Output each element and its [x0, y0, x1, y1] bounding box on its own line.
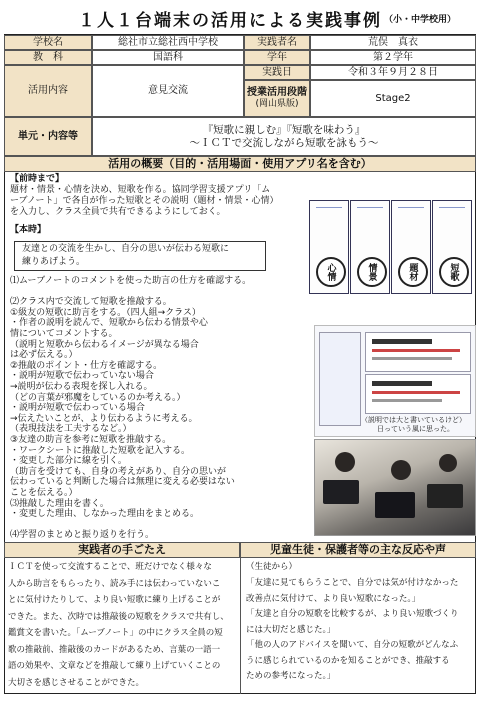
tanka-card-1: [309, 200, 349, 294]
step-line-13: ・説明が短歌で伝わっている場合: [10, 403, 145, 414]
page-header: [0, 6, 480, 32]
step-line-19: （助言を受けても、自身の考えがあり、自分の思いが: [10, 466, 227, 477]
stage-label: 授業活用段階: [247, 87, 307, 99]
step-line-12: （どの言葉が邪魔をしているのか考える。）: [10, 392, 186, 403]
board-caption-line-2: 日っていう風に思った。: [377, 425, 454, 433]
board-note-2: [365, 374, 471, 414]
step-line-8: は必ず伝える。）: [10, 350, 78, 361]
student-voice-line-3: 「友達と自分の短歌を比較するが、より良い短歌づくり: [246, 609, 459, 619]
activity-label: 活用内容: [4, 65, 92, 117]
step-line-5: ・作者の説明を読んで、短歌から伝わる情景や心: [10, 318, 208, 329]
date-value: 令和３年９月２８日: [310, 65, 476, 80]
board-card-left: [319, 332, 361, 426]
overview-heading: 活用の概要（目的・活用場面・使用アプリ名を含む）: [4, 156, 476, 172]
stage-label-cell: [244, 80, 310, 117]
reflection-line-4: できた。また、次時では推敲後の短歌をクラスで共有し、: [8, 611, 229, 622]
reflection-line-6: 歌の推敲前、推敲後のカードがあるため、言葉の一語一: [8, 644, 221, 655]
page-title: １人１台端末の活用による実践事例: [78, 11, 382, 31]
step-line-16: ③友達の助言を参考に短歌を推敲する。: [10, 435, 172, 445]
student-voice-line-4: には大切だと感じた。」: [246, 624, 336, 635]
step-line-20: 伝わっていると判断した場合は無理に変える必要はない: [10, 477, 235, 488]
before-line-3: を入力し、クラス全員で共有できるようにしておく。: [10, 207, 226, 217]
stage-sub-label: (岡山県版): [255, 99, 299, 110]
step-line-18: ・変更した部分に線を引く。: [10, 456, 127, 467]
goal-line-2: 練りあげよう。: [22, 257, 86, 267]
this-lesson-heading: 【本時】: [10, 225, 47, 235]
classroom-photo: [314, 439, 476, 536]
card-label-1: 心情: [316, 257, 346, 287]
step-line-11: →説明が伝わる表現を探し入れる。: [10, 382, 153, 392]
board-caption: [361, 416, 466, 434]
step-line-6: 情についてコメントする。: [10, 329, 118, 339]
step-line-10: ・説明が短歌で伝わっていない場合: [10, 371, 154, 382]
school-label: 学校名: [4, 35, 92, 50]
board-caption-line-1: （説明では大と書いているけど）: [361, 416, 466, 424]
date-label: 実践日: [244, 65, 310, 80]
step-line-23: ・変更した理由、しなかった理由をまとめる。: [10, 509, 200, 520]
activity-value: 意見交流: [92, 65, 244, 117]
reflection-line-7: 語の効果や、文章などを推敲して練り上げていくことの: [8, 661, 221, 671]
tanka-card-2: [350, 200, 390, 294]
step-line-14: →伝えたいことが、より伝わるように考える。: [10, 413, 198, 424]
tanka-card-3: [391, 200, 431, 294]
teacher-label: 実践者名: [244, 35, 310, 50]
unit-label: 単元・内容等: [4, 117, 92, 156]
board-note-1: [365, 332, 471, 372]
grade-value: 第２学年: [310, 50, 476, 65]
unit-line-2: ～ＩＣＴで交流しながら短歌を詠もう～: [189, 136, 379, 149]
unit-line-1: 『短歌に親しむ』『短歌を味わう』: [202, 123, 366, 136]
card-label-3: 題材: [398, 257, 428, 287]
reflection-line-2: 人から助言をもらったり、読み手には伝わっていないこ: [8, 578, 221, 589]
step-line-7: （説明と短歌から伝わるイメージが異なる場合: [10, 339, 199, 350]
step-line-17: ・ワークシートに推敲した短歌を記入する。: [10, 445, 191, 456]
step-line-15: （表現技法を工夫するなど。）: [10, 424, 132, 435]
step-line-9: ②推敲のポイント・仕方を確認する。: [10, 360, 163, 371]
step-line-4: ①級友の短歌に助言をする。（四人組→クラス）: [10, 307, 201, 318]
subject-value: 国語科: [92, 50, 244, 65]
school-value: 総社市立総社西中学校: [92, 35, 244, 50]
goal-line-1: 友達との交流を生かし、自分の思いが伝わる短歌に: [22, 244, 230, 254]
card-label-2: 情景: [357, 257, 387, 287]
unit-value-cell: [92, 117, 476, 156]
reflection-line-5: 鑑賞文を書いた。「ムーブノート」の中にクラス全員の短: [8, 628, 223, 638]
reflection-heading: 実践者の手ごたえ: [4, 542, 240, 558]
before-line-2: ーブノート」で各自が作った短歌とその説明（題材・情景・心情）: [10, 196, 279, 206]
student-voice-line-6: うに感じられているのかを知ることができ、推敲する: [246, 655, 450, 666]
page-subtitle: （小・中学校用）: [384, 15, 457, 25]
movenote-board-image: [314, 325, 476, 437]
step-line-1: ⑴ムーブノートのコメントを使った助言の仕方を確認する。: [10, 276, 252, 286]
student-voice-line-1: 「友達に見てもらうことで、自分では気が付けなかった: [246, 578, 459, 588]
tanka-card-4: [432, 200, 472, 294]
step-line-22: ⑶推敲した理由を書く。: [10, 498, 109, 509]
student-voice-line-7: ための参考になった。」: [246, 671, 336, 681]
step-line-25: ⑷学習のまとめと振り返りを行う。: [10, 530, 155, 541]
card-label-4: 短歌: [439, 257, 469, 287]
subject-label: 教 科: [4, 50, 92, 65]
students-intro: （生徒から）: [246, 562, 298, 572]
column-divider: [240, 558, 241, 694]
before-heading: 【前時まで】: [10, 174, 65, 184]
student-voice-line-2: 改善点に気付けて、より良い短歌になった。」: [246, 593, 421, 604]
teacher-value: 荒俣 真衣: [310, 35, 476, 50]
step-line-21: ことを伝える。）: [10, 488, 78, 498]
reflection-line-8: 大切さを感じさせることができた。: [8, 677, 145, 688]
grade-label: 学年: [244, 50, 310, 65]
step-line-3: ⑵クラス内で交流して短歌を推敲する。: [10, 297, 172, 308]
students-heading: 児童生徒・保護者等の主な反応や声: [240, 542, 476, 558]
before-line-1: 題材・情景・心情を決め、短歌を作る。協同学習支援アプリ「ム: [10, 185, 271, 195]
stage-value: Stage2: [310, 80, 476, 117]
reflection-line-1: ＩＣＴを使って交流することで、班だけでなく様々な: [8, 562, 212, 572]
reflection-line-3: とに気付けたりして、より良い短歌に練り上げることが: [8, 595, 221, 605]
student-voice-line-5: 「他の人のアドバイスを聞いて、自分の短歌がどんなふ: [246, 640, 459, 650]
